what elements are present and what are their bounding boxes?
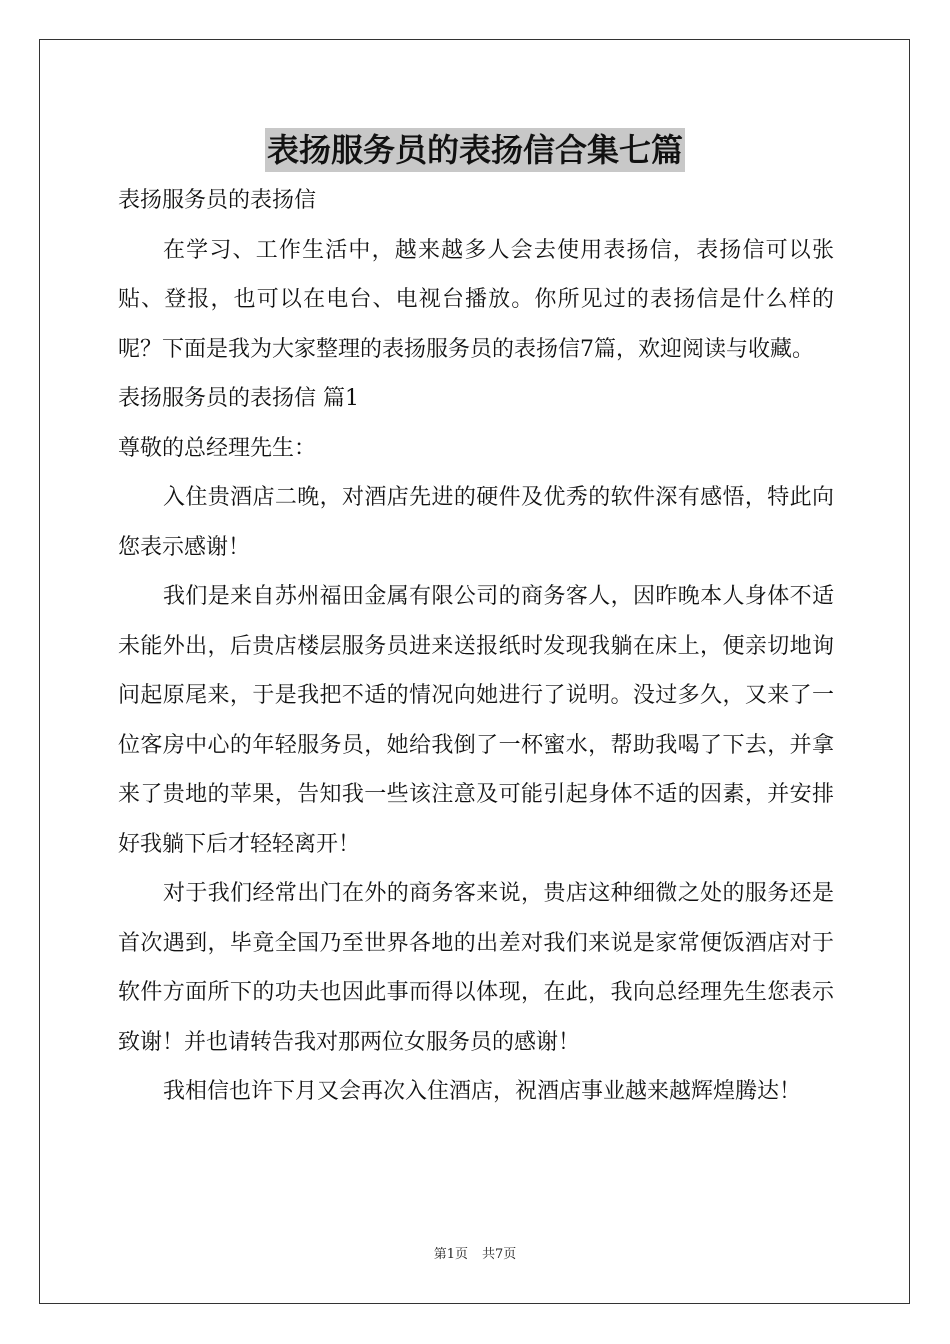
- title-container: [0, 128, 950, 172]
- paragraph-heading: 表扬服务员的表扬信: [118, 188, 317, 213]
- paragraph-body: 对于我们经常出门在外的商务客来说，贵店这种细微之处的服务还是首次遇到，毕竟全国乃至世界各地的出差对我们来说是家常便饭酒店对于软件方面所下的功夫也因此事而得以体现，在此，我向总经理先生您表示致谢！并也请转告我对那两位女服务员的感谢！: [118, 881, 834, 1055]
- paragraph-body: 我们是来自苏州福田金属有限公司的商务客人，因昨晚本人身体不适未能外出，后贵店楼层服务员进来送报纸时发现我躺在床上，便亲切地询问起原尾来，于是我把不适的情况向她进行了说明。没过多久，又来了一位客房中心的年轻服务员，她给我倒了一杯蜜水，帮助我喝了下去，并拿来了贵地的苹果，告知我一些该注意及可能引起身体不适的因素，并安排好我躺下后才轻轻离开！: [118, 584, 834, 857]
- salutation: 尊敬的总经理先生：: [118, 435, 317, 461]
- page-number-total: 共7页: [482, 1247, 517, 1262]
- document-body: [118, 176, 834, 1117]
- document-title: 表扬服务员的表扬信合集七篇: [265, 128, 685, 172]
- section-heading: 表扬服务员的表扬信 篇1: [118, 386, 359, 411]
- paragraph-intro: 在学习、工作生活中，越来越多人会去使用表扬信，表扬信可以张贴、登报，也可以在电台、电视台播放。你所见过的表扬信是什么样的呢？下面是我为大家整理的表扬服务员的表扬信7篇，欢迎阅读与收藏。: [118, 237, 834, 362]
- page-footer: [0, 1246, 950, 1264]
- paragraph-body: 入住贵酒店二晚，对酒店先进的硬件及优秀的软件深有感悟，特此向您表示感谢！: [118, 485, 834, 560]
- paragraph-closing: 我相信也许下月又会再次入住酒店，祝酒店事业越来越辉煌腾达！: [163, 1079, 802, 1104]
- page-number-current: 第1页: [433, 1247, 468, 1262]
